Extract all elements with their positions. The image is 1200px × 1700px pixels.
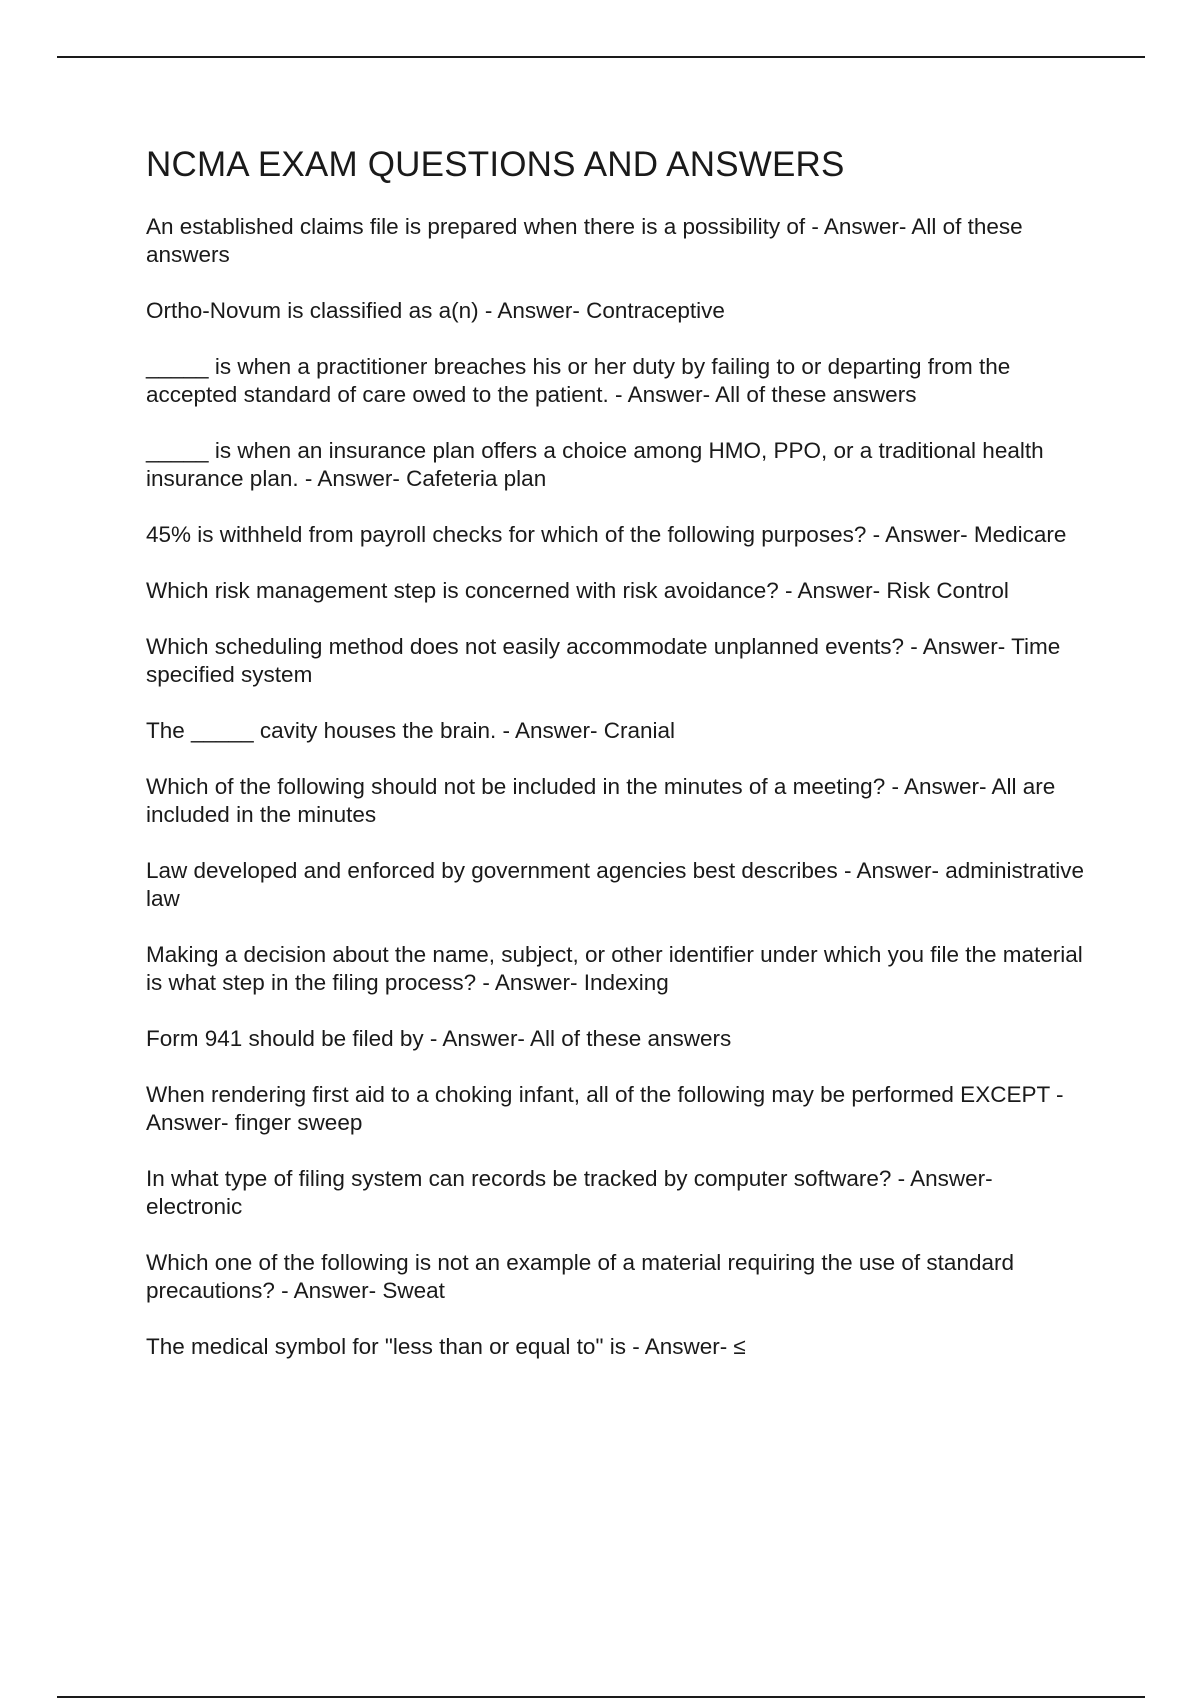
qa-item: Ortho-Novum is classified as a(n) - Answer- Contraceptive xyxy=(146,298,725,323)
qa-item: Law developed and enforced by government agencies best describes - Answer- administrative law xyxy=(146,858,1085,911)
qa-item: An established claims file is prepared when there is a possibility of - Answer- All of these answers xyxy=(146,214,1023,267)
qa-item: Making a decision about the name, subject, or other identifier under which you file the material is what step in the filing process? - Answer- Indexing xyxy=(146,942,1083,995)
qa-item: The _____ cavity houses the brain. - Answer- Cranial xyxy=(146,718,676,743)
qa-item: _____ is when a practitioner breaches his or her duty by failing to or departing from the accepted standard of care owed to the patient. - Answer- All of these answers xyxy=(146,354,1011,407)
qa-item: Which scheduling method does not easily accommodate unplanned events? - Answer- Time specified system xyxy=(146,634,1061,687)
qa-item: When rendering first aid to a choking infant, all of the following may be performed EXCEPT - Answer- finger sweep xyxy=(146,1082,1064,1135)
top-divider xyxy=(57,56,1145,58)
qa-item: 45% is withheld from payroll checks for which of the following purposes? - Answer- Medicare xyxy=(146,522,1067,547)
qa-item: Which one of the following is not an example of a material requiring the use of standard precautions? - Answer- Sweat xyxy=(146,1250,1014,1303)
qa-item: _____ is when an insurance plan offers a choice among HMO, PPO, or a traditional health insurance plan. - Answer- Cafeteria plan xyxy=(146,438,1044,491)
document-body xyxy=(146,143,1086,1389)
bottom-divider xyxy=(57,1696,1145,1698)
qa-item: The medical symbol for "less than or equal to" is - Answer- ≤ xyxy=(146,1334,746,1359)
qa-list xyxy=(146,213,1086,1361)
qa-item: Which of the following should not be included in the minutes of a meeting? - Answer- All are included in the minutes xyxy=(146,774,1056,827)
qa-item: In what type of filing system can records be tracked by computer software? - Answer- electronic xyxy=(146,1166,993,1219)
qa-item: Form 941 should be filed by - Answer- All of these answers xyxy=(146,1026,732,1051)
qa-item: Which risk management step is concerned with risk avoidance? - Answer- Risk Control xyxy=(146,578,1009,603)
page-title: NCMA EXAM QUESTIONS AND ANSWERS xyxy=(146,145,845,184)
